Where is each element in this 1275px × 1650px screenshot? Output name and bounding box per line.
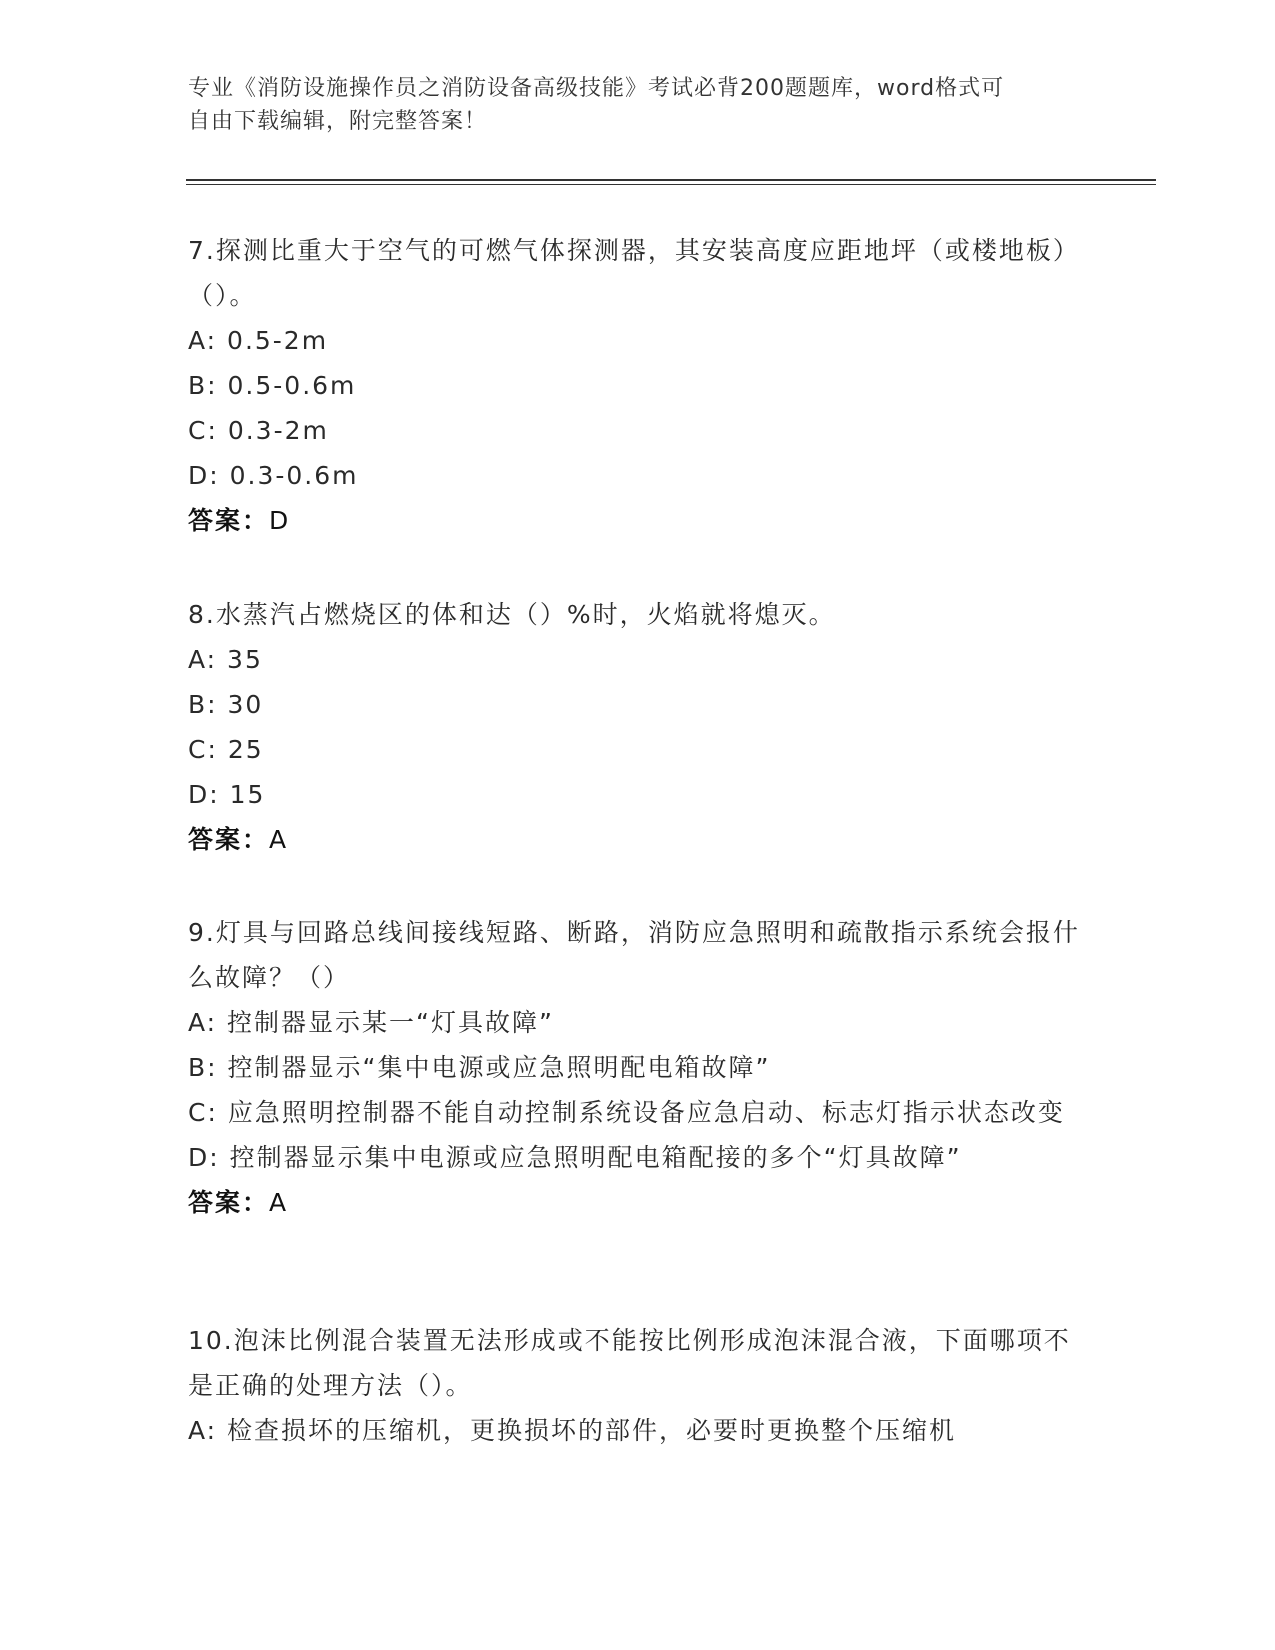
question-text: 10.泡沫比例混合装置无法形成或不能按比例形成泡沫混合液，下面哪项不是正确的处理方法（）。: [188, 1326, 1071, 1400]
question-7: [188, 228, 1088, 543]
header-line-2: 自由下载编辑，附完整答案！: [188, 109, 488, 134]
document-header: [188, 72, 1088, 138]
question-text: 9.灯具与回路总线间接线短路、断路，消防应急照明和疏散指示系统会报什么故障？（）: [188, 918, 1080, 992]
option-b: B: 30: [188, 690, 264, 719]
option-a: A: 35: [188, 645, 263, 674]
header-divider-thin: [186, 184, 1156, 185]
answer-line: [188, 1180, 1088, 1225]
option-d: D: 控制器显示集中电源或应急照明配电箱配接的多个“灯具故障”: [188, 1143, 962, 1172]
option-a: A: 控制器显示某一“灯具故障”: [188, 1008, 554, 1037]
answer-value: A: [269, 825, 289, 854]
option-a: A: 检查损坏的压缩机，更换损坏的部件，必要时更换整个压缩机: [188, 1416, 957, 1445]
option-c: C: 应急照明控制器不能自动控制系统设备应急启动、标志灯指示状态改变: [188, 1098, 1065, 1127]
question-text: 8.水蒸汽占燃烧区的体和达（）%时，火焰就将熄灭。: [188, 600, 836, 629]
question-8: [188, 592, 1088, 862]
option-c: C: 0.3-2m: [188, 416, 329, 445]
option-d: D: 0.3-0.6m: [188, 461, 359, 490]
answer-value: D: [269, 506, 291, 535]
question-9: [188, 910, 1088, 1225]
option-a: A: 0.5-2m: [188, 326, 329, 355]
answer-label: 答案：: [188, 825, 270, 854]
answer-line: [188, 817, 1088, 862]
question-10: [188, 1318, 1088, 1453]
option-d: D: 15: [188, 780, 266, 809]
answer-value: A: [269, 1188, 289, 1217]
answer-label: 答案：: [188, 1188, 270, 1217]
answer-line: [188, 498, 1088, 543]
option-c: C: 25: [188, 735, 264, 764]
header-line-1: 专业《消防设施操作员之消防设备高级技能》考试必背200题题库，word格式可: [188, 76, 1005, 101]
header-divider-thick: [186, 179, 1156, 181]
option-b: B: 控制器显示“集中电源或应急照明配电箱故障”: [188, 1053, 771, 1082]
option-b: B: 0.5-0.6m: [188, 371, 357, 400]
question-text: 7.探测比重大于空气的可燃气体探测器，其安装高度应距地坪（或楼地板）（）。: [188, 236, 1080, 310]
answer-label: 答案：: [188, 506, 270, 535]
